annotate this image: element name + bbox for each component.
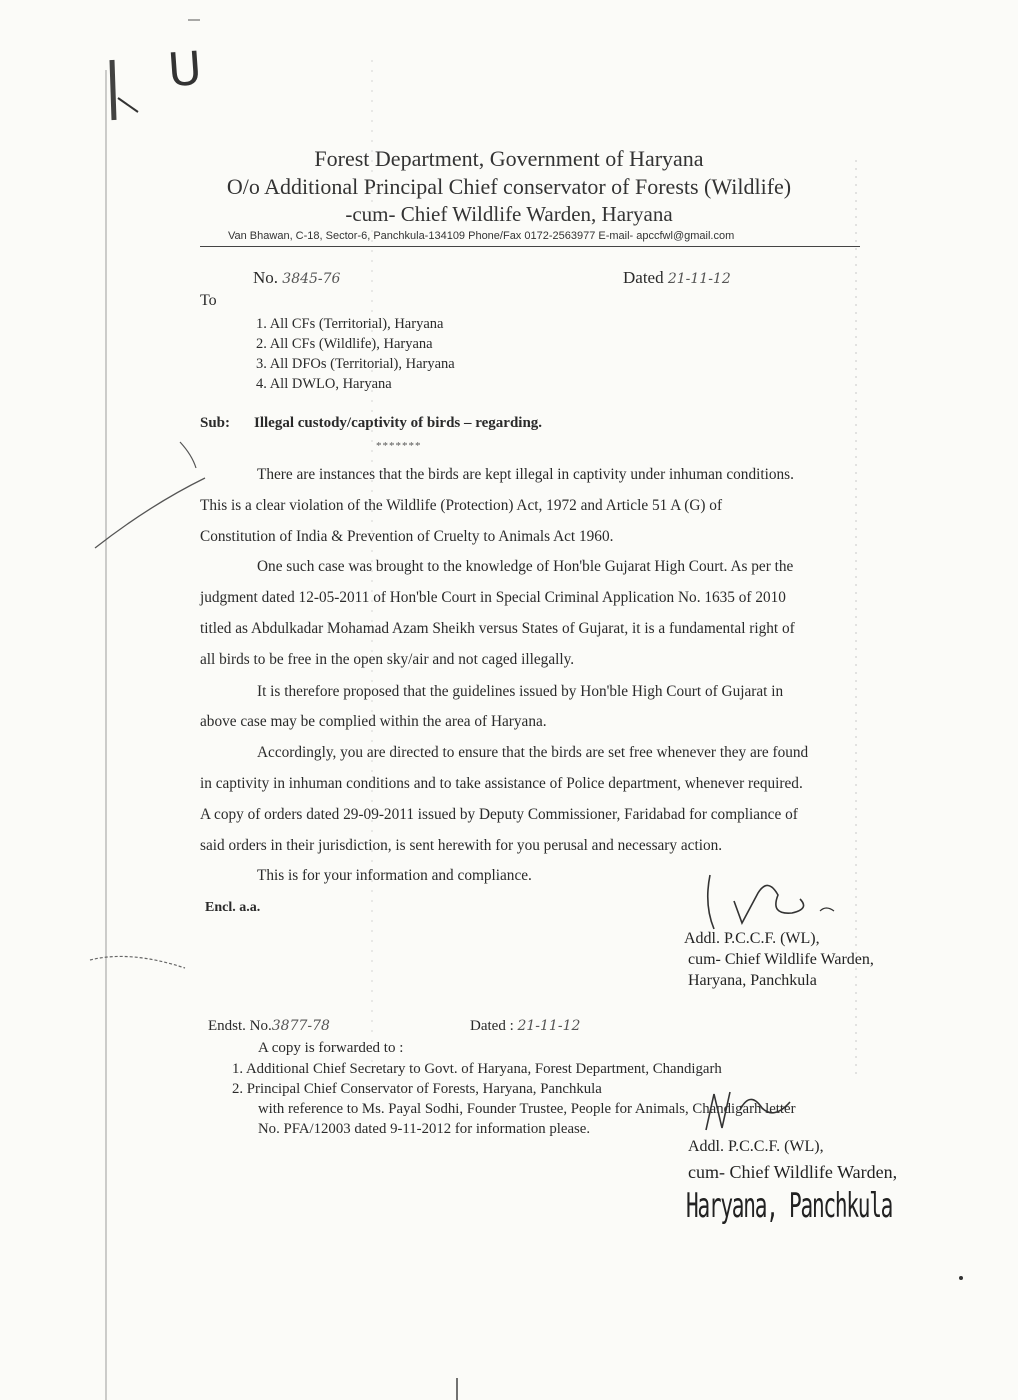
copy-forwarded-line: A copy is forwarded to :	[258, 1040, 404, 1056]
margin-note: U	[166, 40, 204, 98]
enclosure-note: Encl. a.a.	[205, 900, 261, 915]
body-line: judgment dated 12-05-2011 of Hon'ble Court in Special Criminal Application No. 1635 of 2010	[200, 589, 786, 606]
body-line: said orders in their jurisdiction, is sent herewith for you perusal and necessary action.	[200, 837, 723, 854]
signature-scribble	[700, 865, 840, 935]
signature-2-line-2: cum- Chief Wildlife Warden,	[688, 1162, 898, 1182]
body-line: above case may be complied within the area of Haryana.	[200, 713, 547, 730]
letterhead-rule	[200, 246, 860, 247]
reference-date-value: 21-11-12	[667, 271, 731, 287]
endorsement-number-label: Endst. No.	[208, 1018, 272, 1034]
letterhead-line-3: -cum- Chief Wildlife Warden, Haryana	[345, 202, 673, 226]
copy-reference: No. PFA/12003 dated 9-11-2012 for information please.	[258, 1121, 591, 1137]
subject-label: Sub:	[200, 415, 231, 431]
signature-2-line-1: Addl. P.C.C.F. (WL),	[688, 1138, 824, 1155]
official-stamp: Haryana, Panchkula	[686, 1186, 893, 1226]
reference-date-label: Dated	[623, 268, 664, 287]
body-line: There are instances that the birds are kept illegal in captivity under inhuman conditions.	[257, 466, 794, 483]
body-line: This is a clear violation of the Wildlife (Protection) Act, 1972 and Article 51 A (G) of	[200, 497, 723, 514]
subject-text: Illegal custody/captivity of birds – regarding.	[254, 415, 543, 431]
body-line: Accordingly, you are directed to ensure that the birds are set free whenever they are found	[257, 744, 809, 761]
addressee-item: 1. All CFs (Territorial), Haryana	[256, 316, 444, 332]
body-line: Constitution of India & Prevention of Cruelty to Animals Act 1960.	[200, 528, 614, 545]
body-line: It is therefore proposed that the guidelines issued by Hon'ble High Court of Gujarat in	[257, 683, 784, 700]
endorsement-date-value: 21-11-12	[517, 1018, 581, 1034]
body-line: This is for your information and compliance.	[257, 867, 532, 884]
signature-scribble	[700, 1080, 820, 1140]
subject-line	[200, 415, 542, 432]
reference-date	[623, 268, 731, 288]
addressee-item: 2. All CFs (Wildlife), Haryana	[256, 336, 433, 352]
copy-recipient: 1. Additional Chief Secretary to Govt. of Haryana, Forest Department, Chandigarh	[232, 1061, 722, 1077]
body-line: A copy of orders dated 29-09-2011 issued by Deputy Commissioner, Faridabad for compliance of	[200, 806, 798, 823]
body-line: all birds to be free in the open sky/air and not caged illegally.	[200, 651, 575, 668]
body-line: in captivity in inhuman conditions and to take assistance of Police department, whenever required.	[200, 775, 803, 792]
endorsement-number	[208, 1018, 330, 1035]
addressee-item: 4. All DWLO, Haryana	[256, 376, 392, 392]
copy-recipient: 2. Principal Chief Conservator of Forests, Haryana, Panchkula	[232, 1081, 602, 1097]
signature-1-line-1: Addl. P.C.C.F. (WL),	[684, 930, 820, 947]
endorsement-date	[470, 1018, 580, 1035]
reference-number-label: No.	[253, 268, 279, 287]
reference-number	[253, 268, 340, 288]
letterhead-address: Van Bhawan, C-18, Sector-6, Panchkula-134109 Phone/Fax 0172-2563977 E-mail- apccfwl@gmail.com	[228, 230, 735, 242]
body-line: One such case was brought to the knowledge of Hon'ble Gujarat High Court. As per the	[257, 558, 794, 575]
letterhead-line-1: Forest Department, Government of Haryana	[314, 146, 704, 171]
letterhead-line-2: O/o Additional Principal Chief conservator of Forests (Wildlife)	[226, 174, 792, 199]
addressee-item: 3. All DFOs (Territorial), Haryana	[256, 356, 455, 372]
signature-1-line-3: Haryana, Panchkula	[688, 972, 817, 989]
reference-number-value: 3845-76	[282, 271, 341, 287]
copy-reference: with reference to Ms. Payal Sodhi, Founder Trustee, People for Animals, Chandigarh letter	[258, 1101, 796, 1117]
endorsement-date-label: Dated :	[470, 1018, 514, 1034]
subject-separator: *******	[376, 440, 422, 452]
to-label: To	[200, 292, 217, 309]
body-line: titled as Abdulkadar Mohamad Azam Sheikh versus States of Gujarat, it is a fundamental right of	[200, 620, 795, 637]
endorsement-number-value: 3877-78	[271, 1018, 330, 1034]
signature-1-line-2: cum- Chief Wildlife Warden,	[688, 951, 874, 968]
